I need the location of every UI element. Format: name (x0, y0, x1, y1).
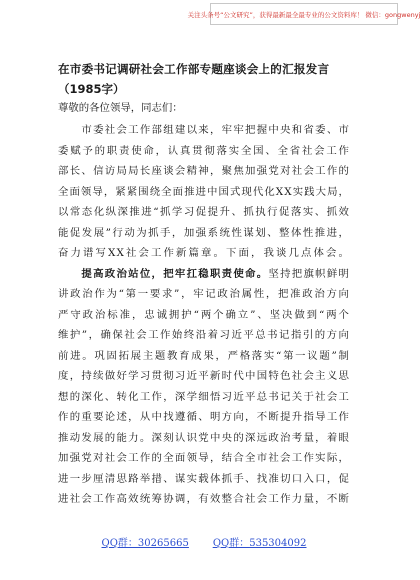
paragraph-intro-line: 委赋予的职责使命，认真贯彻落实全国、全省社会工作 (58, 144, 350, 157)
paragraph-political-stance-line: 前进。巩固拓展主题教育成果，严格落实“第一议题”制 (58, 349, 350, 362)
paragraph-first-line (58, 264, 350, 285)
word-count: （1985字） (58, 82, 125, 96)
paragraph-political-stance-line: 严守政治标准，忠诚拥护“两个确立”、坚决做到“两个 (58, 308, 350, 321)
paragraph-political-stance-line: 进社会工作高效统筹协调，有效整合社会工作力量，不断 (58, 493, 350, 505)
paragraph-political-stance-line: 维护”，确保社会工作始终沿着习近平总书记指引的方向 (58, 329, 350, 341)
footer (0, 534, 408, 549)
document-body (58, 120, 350, 510)
salutation: 尊敬的各位领导，同志们： (58, 102, 183, 114)
paragraph-intro-line: 市委社会工作部组建以来，牢牢把握中央和省委、市 (58, 124, 350, 136)
promo-banner: 关注头条号“公文研究”，获得最新最全最专业的公文资料库！ 微信：gongwenyj (210, 3, 398, 25)
paragraph-intro-line: 奋力谱写XX社会工作新篇章。下面，我谈几点体会。 (58, 247, 350, 259)
paragraph-intro-line: 能促发展”行动为抓手，加强系统性谋划、整体性推进， (58, 226, 350, 239)
paragraph-intro (58, 120, 350, 264)
qq-group-2[interactable] (213, 534, 307, 549)
paragraph-political-stance-line: 作的重要论述，从中找遵循、明方向，不断提升指导工作 (58, 411, 350, 423)
paragraph-political-stance-line: 度，持续做好学习贯彻习近平新时代中国特色社会主义思 (58, 370, 350, 382)
paragraph-intro-line: 部长、信访局局长座谈会精神，聚焦加强党对社会工作的 (58, 165, 350, 177)
paragraph-political-stance (58, 264, 350, 510)
qq-group-1-label: QQ群： (101, 538, 138, 549)
qq-group-1-number: 30265665 (137, 538, 189, 549)
qq-group-1[interactable] (102, 534, 189, 549)
section-heading: 提高政治站位，把牢扛稳职责使命。 (58, 267, 269, 280)
paragraph-political-stance-line: 讲政治作为“第一要求”，牢记政治属性，把准政治方向 (58, 288, 350, 300)
paragraph-intro-line: 以常态化纵深推进“抓学习促提升、抓执行促落实、抓效 (58, 206, 350, 218)
paragraph-political-stance-line: 推动发展的能力。深刻认识党中央的深远政治考量，着眼 (58, 431, 350, 444)
paragraph-political-stance-line: 想的深化、转化工作，深学细悟习近平总书记关于社会工 (58, 390, 350, 403)
paragraph-political-stance-line: 进一步厘清思路举措、谋实载体抓手、找准切口入口，促 (58, 472, 350, 485)
qq-group-2-label: QQ群： (212, 538, 250, 549)
document-title: 在市委书记调研社会工作部专题座谈会上的汇报发言 (58, 62, 330, 76)
paragraph-intro-line: 全面领导，紧紧围绕全面推进中国式现代化XX实践大局， (58, 185, 350, 198)
paragraph-political-stance-line: 加强党对社会工作的全面领导，结合全市社会工作实际， (58, 452, 350, 464)
qq-group-2-number: 535304092 (249, 538, 307, 549)
heading-continuation: 坚持把旗帜鲜明 (268, 267, 350, 280)
